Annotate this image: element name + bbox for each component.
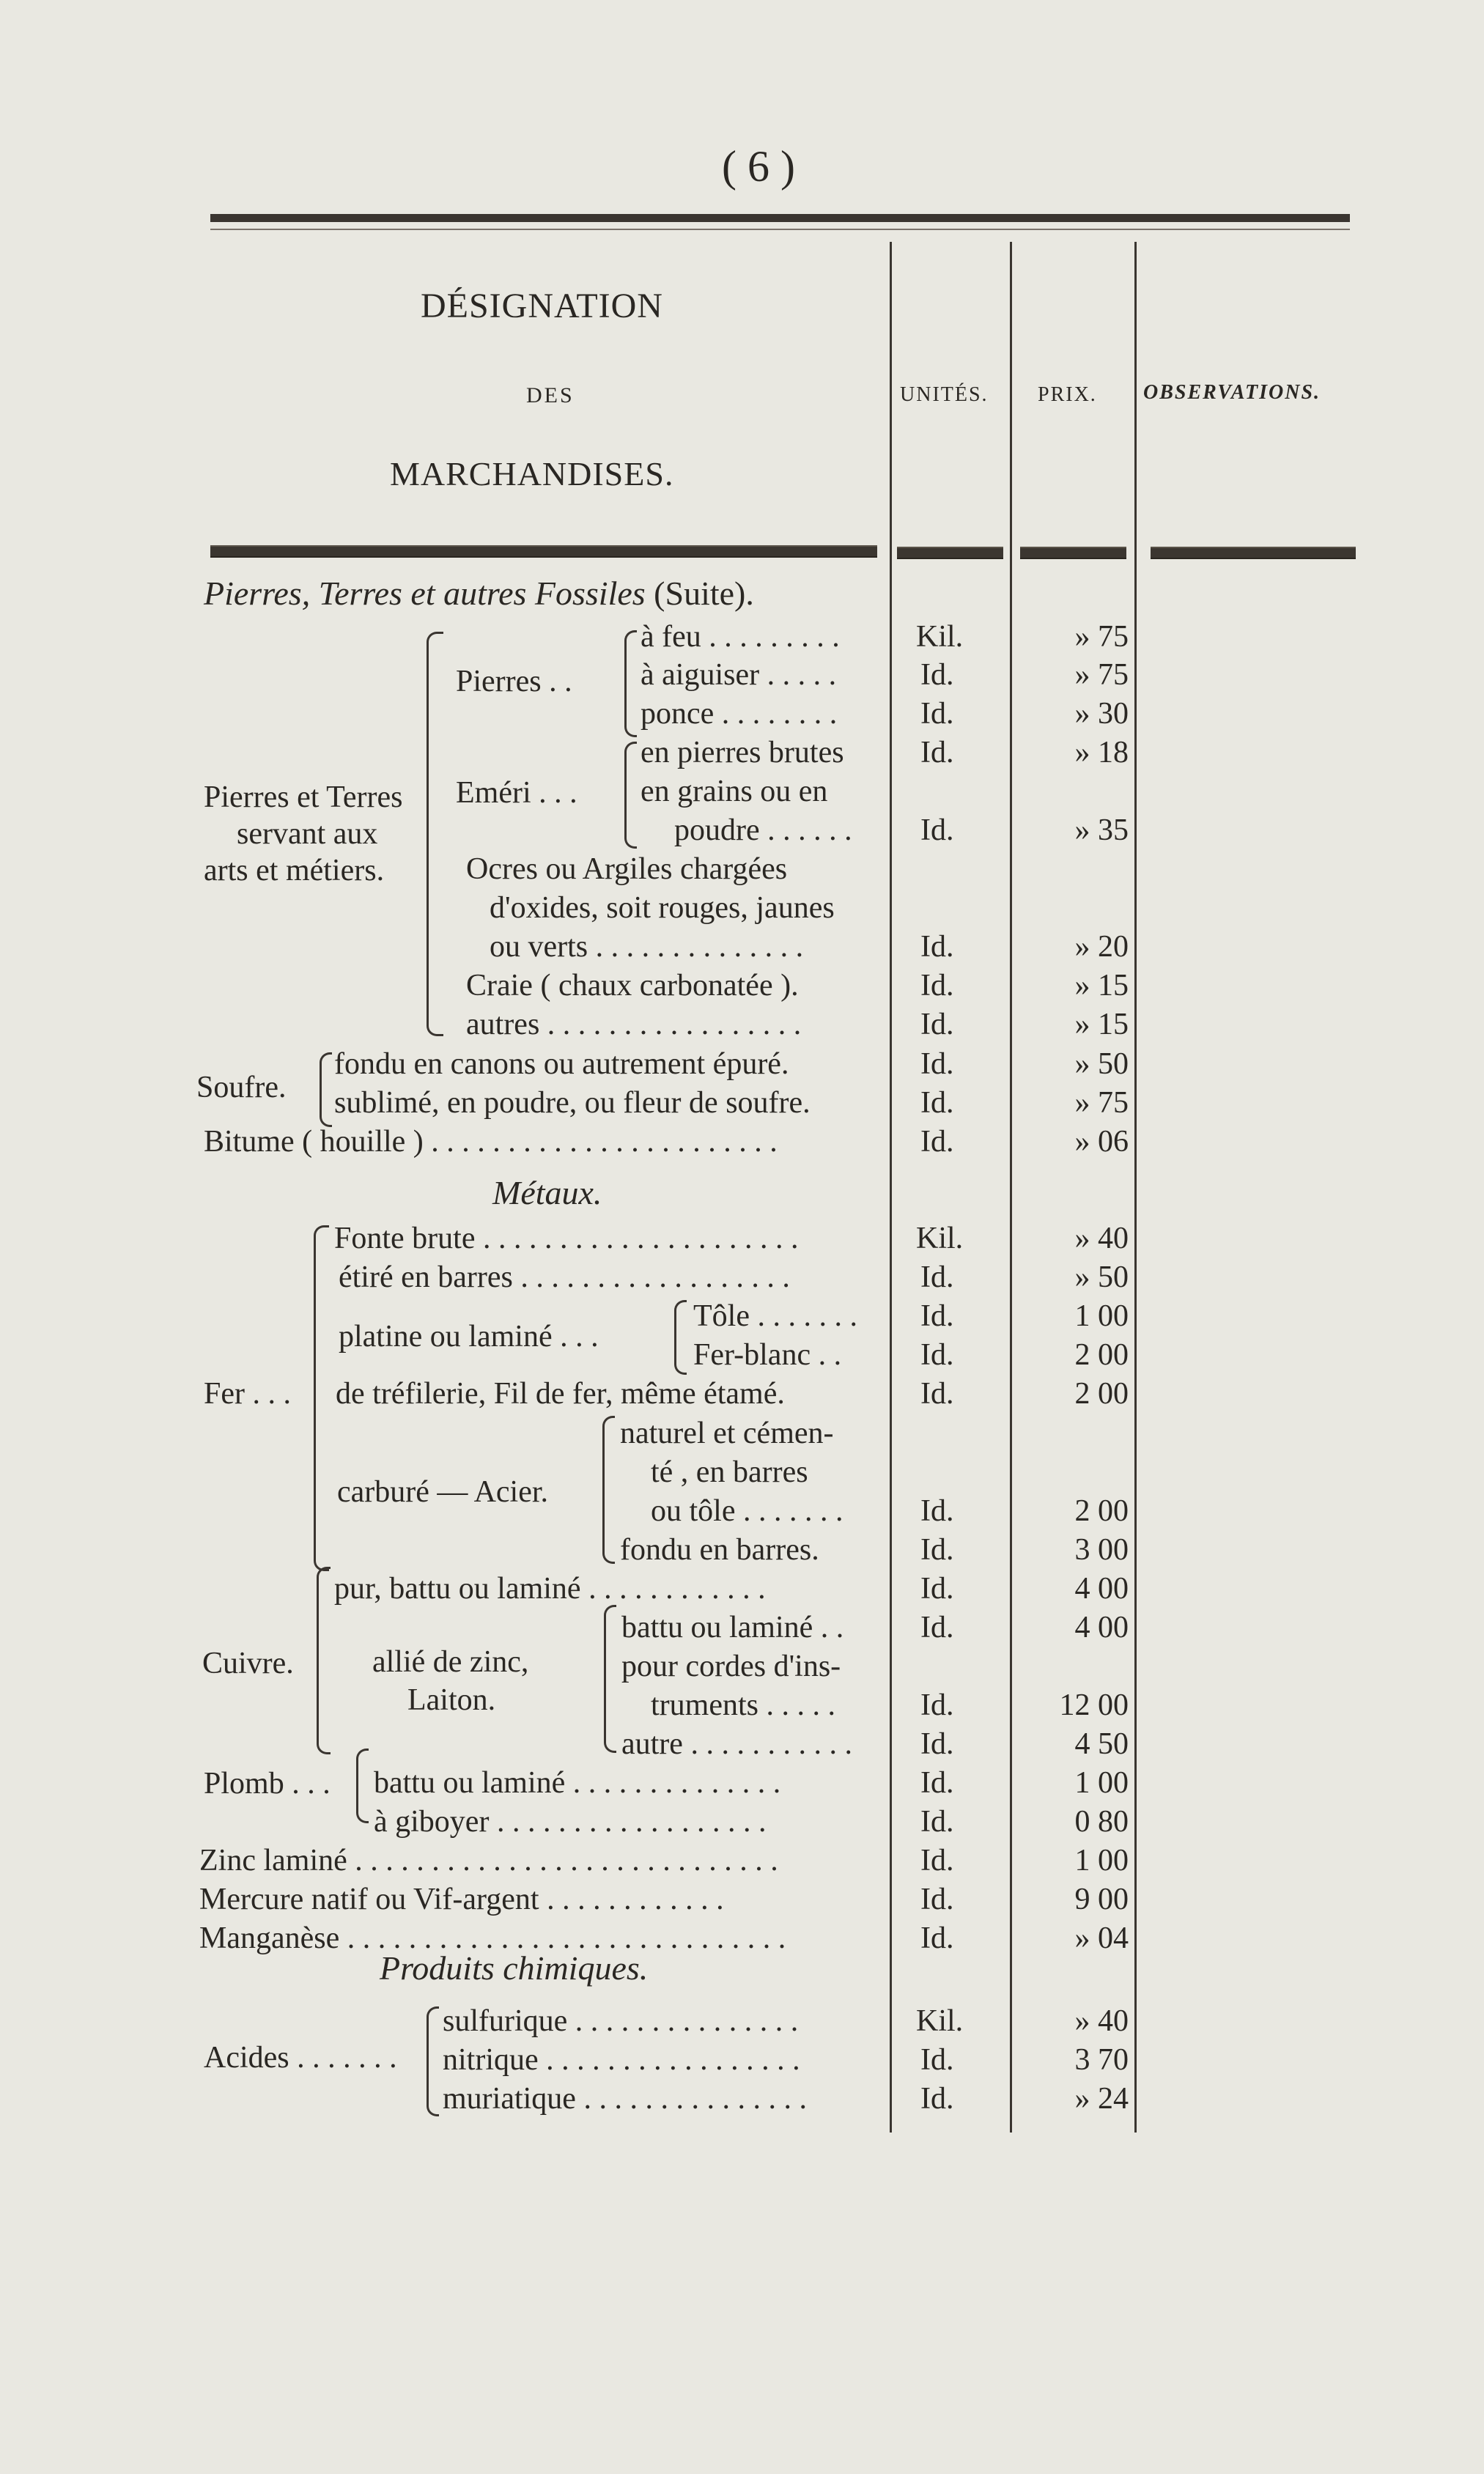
row-price: » 35 — [1074, 813, 1129, 847]
row-price: » 50 — [1074, 1260, 1129, 1294]
row-unit: Id. — [920, 1377, 954, 1411]
row-text: Fonte brute . . . . . . . . . . . . . . . . . . . . . — [334, 1222, 799, 1255]
label-cuivre: Cuivre. — [202, 1647, 294, 1680]
row-text: naturel et cémen- — [620, 1417, 834, 1450]
row-unit: Id. — [920, 658, 954, 692]
row-text: sulfurique . . . . . . . . . . . . . . . — [443, 2004, 799, 2038]
row-text: Manganèse . . . . . . . . . . . . . . . . . . . . . . . . . . . . . — [199, 1921, 786, 1955]
label-pierres-terres-2: servant aux — [237, 817, 378, 851]
label-allie-2: Laiton. — [407, 1683, 496, 1717]
row-unit: Id. — [920, 1883, 954, 1916]
row-text: ou tôle . . . . . . . — [651, 1494, 843, 1528]
row-price: 2 00 — [1074, 1338, 1129, 1372]
row-text: autres . . . . . . . . . . . . . . . . . — [466, 1008, 802, 1041]
row-unit: Id. — [920, 1921, 954, 1955]
row-text: Bitume ( houille ) . . . . . . . . . . . . . . . . . . . . . . . — [204, 1125, 778, 1159]
section-title-pierres — [204, 576, 754, 611]
label-carbure: carburé — Acier. — [337, 1475, 549, 1509]
row-text: truments . . . . . — [651, 1688, 835, 1722]
row-unit: Id. — [920, 1533, 954, 1567]
row-price: 1 00 — [1074, 1299, 1129, 1333]
row-price: » 15 — [1074, 1008, 1129, 1041]
header-des: DES — [526, 383, 575, 407]
row-text: d'oxides, soit rouges, jaunes — [490, 891, 835, 925]
row-text: Fer-blanc . . — [693, 1338, 842, 1372]
row-price: » 06 — [1074, 1125, 1129, 1159]
header-rule-observations — [1151, 547, 1356, 559]
row-text: de tréfilerie, Fil de fer, même étamé. — [336, 1377, 785, 1411]
row-unit: Id. — [920, 697, 954, 731]
row-unit: Id. — [920, 813, 954, 847]
row-price: » 75 — [1074, 1086, 1129, 1120]
row-price: 4 00 — [1074, 1611, 1129, 1644]
row-price: 4 00 — [1074, 1572, 1129, 1606]
row-text: autre . . . . . . . . . . . — [621, 1727, 852, 1761]
row-unit: Id. — [920, 930, 954, 964]
row-unit: Id. — [920, 1086, 954, 1120]
label-allie-1: allié de zinc, — [372, 1645, 529, 1679]
top-rule-thin — [210, 229, 1350, 230]
header-rule-price — [1020, 547, 1126, 559]
row-price: » 04 — [1074, 1921, 1129, 1955]
row-unit: Id. — [920, 1047, 954, 1081]
header-observations: OBSERVATIONS. — [1143, 381, 1321, 404]
row-unit: Id. — [920, 1260, 954, 1294]
row-unit: Id. — [920, 736, 954, 769]
row-price: 4 50 — [1074, 1727, 1129, 1761]
column-divider-observations — [1134, 242, 1137, 2133]
row-text: té , en barres — [651, 1455, 808, 1489]
brace-carbure — [602, 1416, 615, 1564]
row-price: » 50 — [1074, 1047, 1129, 1081]
row-unit: Id. — [920, 1766, 954, 1800]
row-text: poudre . . . . . . — [674, 813, 852, 847]
row-price: 3 70 — [1074, 2043, 1129, 2077]
label-platine: platine ou laminé . . . — [339, 1320, 599, 1354]
brace-cuivre — [317, 1567, 331, 1754]
brace-pierres-terres — [427, 632, 443, 1036]
row-text: battu ou laminé . . . . . . . . . . . . . . — [374, 1766, 781, 1800]
header-rule-units — [897, 547, 1003, 559]
row-unit: Id. — [920, 1727, 954, 1761]
column-divider-units — [890, 242, 892, 2133]
header-unites: UNITÉS. — [900, 383, 989, 406]
label-emeri: Eméri . . . — [456, 776, 577, 810]
row-price: » 75 — [1074, 658, 1129, 692]
header-designation: DÉSIGNATION — [421, 287, 663, 325]
section-title-pierres-suite: (Suite). — [654, 575, 754, 612]
row-unit: Id. — [920, 1299, 954, 1333]
label-soufre: Soufre. — [196, 1071, 287, 1104]
row-text: ou verts . . . . . . . . . . . . . . — [490, 930, 804, 964]
row-price: » 40 — [1074, 2004, 1129, 2038]
row-price: » 24 — [1074, 2082, 1129, 2116]
row-price: 2 00 — [1074, 1494, 1129, 1528]
row-unit: Kil. — [916, 2004, 964, 2038]
top-rule — [210, 214, 1350, 222]
label-pierres: Pierres . . — [456, 665, 572, 698]
row-price: » 40 — [1074, 1222, 1129, 1255]
row-text: Zinc laminé . . . . . . . . . . . . . . . . . . . . . . . . . . . . — [199, 1844, 778, 1877]
row-text: fondu en barres. — [620, 1533, 819, 1567]
row-text: étiré en barres . . . . . . . . . . . . . . . . . . — [339, 1260, 790, 1294]
row-price: 3 00 — [1074, 1533, 1129, 1567]
row-unit: Id. — [920, 1688, 954, 1722]
brace-fer — [314, 1225, 329, 1571]
row-text: fondu en canons ou autrement épuré. — [334, 1047, 789, 1081]
row-text: pur, battu ou laminé . . . . . . . . . . . . — [334, 1572, 766, 1606]
row-unit: Id. — [920, 1494, 954, 1528]
row-unit: Id. — [920, 1338, 954, 1372]
row-unit: Id. — [920, 1572, 954, 1606]
row-price: 2 00 — [1074, 1377, 1129, 1411]
row-unit: Id. — [920, 1008, 954, 1041]
brace-allie — [604, 1605, 616, 1753]
row-price: » 18 — [1074, 736, 1129, 769]
row-price: » 20 — [1074, 930, 1129, 964]
row-unit: Kil. — [916, 1222, 964, 1255]
row-unit: Id. — [920, 969, 954, 1002]
row-price: 9 00 — [1074, 1883, 1129, 1916]
row-price: 12 00 — [1059, 1688, 1129, 1722]
label-acides: Acides . . . . . . . — [204, 2041, 397, 2075]
brace-pierres — [624, 630, 637, 737]
row-text: Tôle . . . . . . . — [693, 1299, 857, 1333]
row-text: muriatique . . . . . . . . . . . . . . . — [443, 2082, 807, 2116]
row-text: Craie ( chaux carbonatée ). — [466, 969, 799, 1002]
label-pierres-terres-3: arts et métiers. — [204, 854, 385, 887]
row-price: » 30 — [1074, 697, 1129, 731]
brace-soufre — [320, 1052, 332, 1127]
row-unit: Id. — [920, 1611, 954, 1644]
row-unit: Id. — [920, 2082, 954, 2116]
label-plomb: Plomb . . . — [204, 1767, 331, 1801]
header-marchandises: MARCHANDISES. — [390, 455, 674, 492]
row-unit: Id. — [920, 1125, 954, 1159]
row-text: Ocres ou Argiles chargées — [466, 852, 788, 886]
brace-plomb — [356, 1749, 369, 1823]
row-price: 1 00 — [1074, 1844, 1129, 1877]
page-number: ( 6 ) — [722, 142, 795, 191]
header-prix: PRIX. — [1038, 383, 1097, 406]
row-unit: Id. — [920, 1805, 954, 1839]
row-text: à feu . . . . . . . . . — [641, 620, 840, 654]
row-text: battu ou laminé . . — [621, 1611, 844, 1644]
row-unit: Id. — [920, 1844, 954, 1877]
row-price: » 15 — [1074, 969, 1129, 1002]
section-title-pierres-text: Pierres, Terres et autres Fossiles — [204, 575, 646, 612]
row-text: Mercure natif ou Vif-argent . . . . . . . . . . . . — [199, 1883, 724, 1916]
row-price: » 75 — [1074, 620, 1129, 654]
brace-acides — [427, 2006, 439, 2116]
row-price: 0 80 — [1074, 1805, 1129, 1839]
header-rule-designation — [210, 545, 877, 558]
section-title-metaux: Métaux. — [492, 1174, 602, 1211]
section-title-chimiques: Produits chimiques. — [380, 1949, 649, 1987]
row-text: en grains ou en — [641, 775, 828, 808]
row-text: à giboyer . . . . . . . . . . . . . . . . . . — [374, 1805, 767, 1839]
row-text: nitrique . . . . . . . . . . . . . . . . . — [443, 2043, 800, 2077]
row-text: à aiguiser . . . . . — [641, 658, 837, 692]
row-price: 1 00 — [1074, 1766, 1129, 1800]
label-pierres-terres-1: Pierres et Terres — [204, 780, 403, 814]
row-text: ponce . . . . . . . . — [641, 697, 838, 731]
row-text: pour cordes d'ins- — [621, 1650, 841, 1683]
brace-emeri — [624, 742, 637, 849]
brace-platine — [674, 1300, 687, 1375]
row-text: en pierres brutes — [641, 736, 844, 769]
row-text: sublimé, en poudre, ou fleur de soufre. — [334, 1086, 811, 1120]
row-unit: Kil. — [916, 620, 964, 654]
row-unit: Id. — [920, 2043, 954, 2077]
label-fer: Fer . . . — [204, 1377, 291, 1411]
